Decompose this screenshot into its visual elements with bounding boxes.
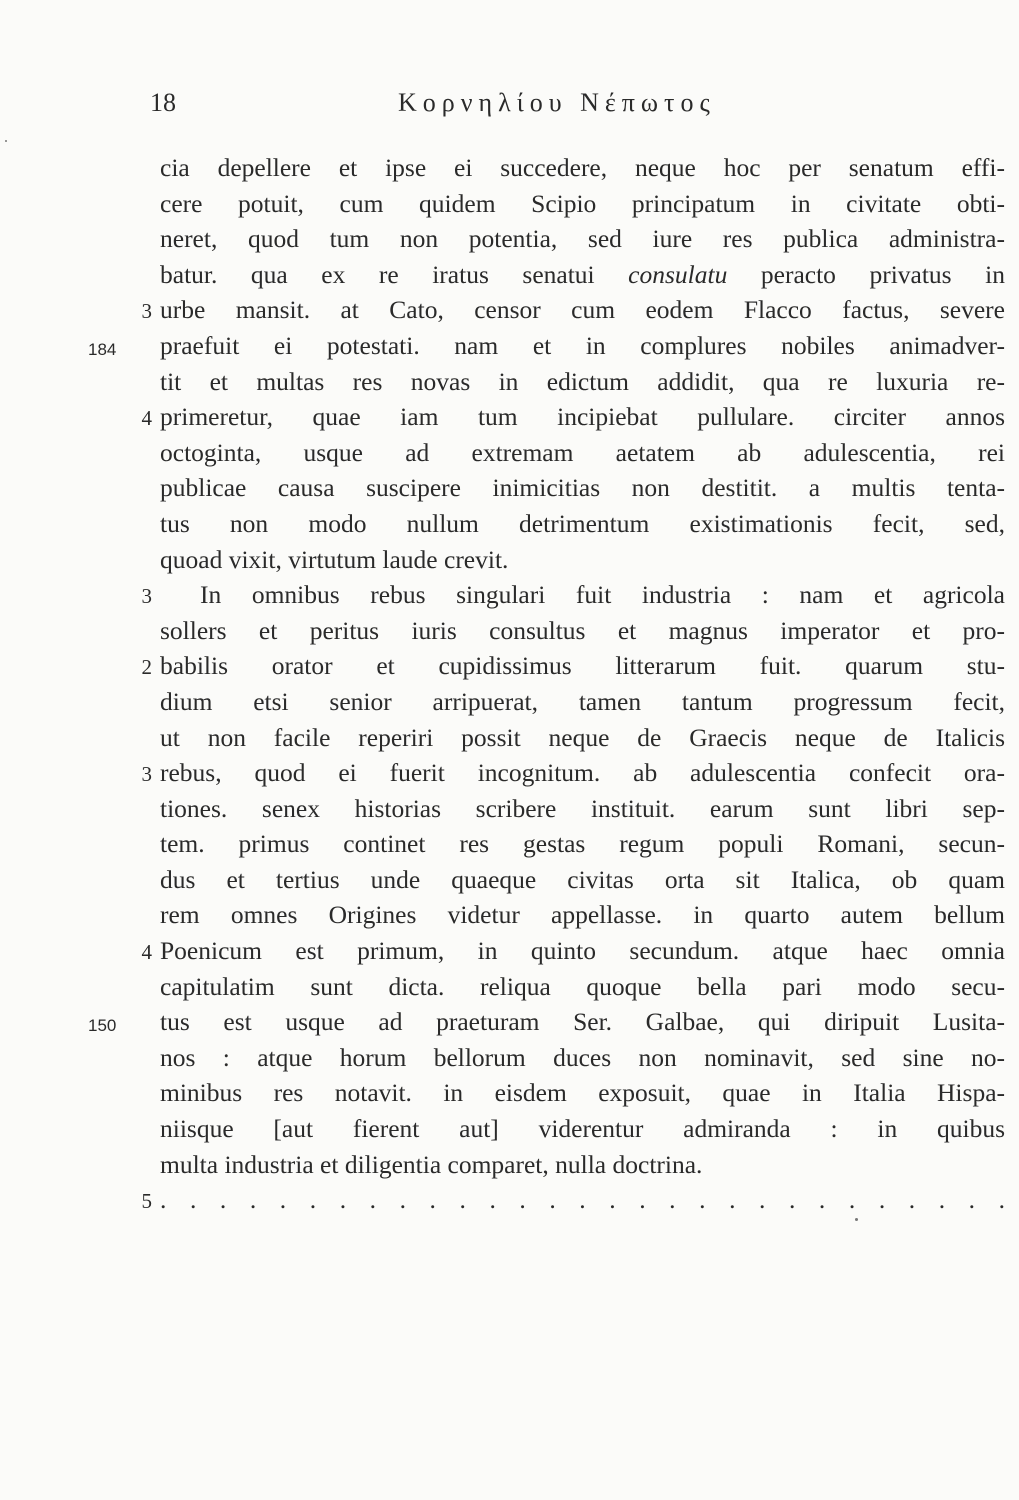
line-text: minibus res notavit. in eisdem exposuit, quae in Italia Hispa-: [160, 1078, 1005, 1108]
line-text: tem. primus continet res gestas regum populi Romani, secun-: [160, 829, 1005, 859]
text-line: [0, 969, 1019, 1005]
line-text: multa industria et diligentia comparet, nulla doctrina.: [160, 1149, 703, 1179]
line-text: dus et tertius unde quaeque civitas orta sit Italica, ob quam: [160, 864, 1005, 894]
line-text: tiones. senex historias scribere instituit. earum sunt libri sep-: [160, 793, 1005, 823]
text-line: [0, 435, 1019, 471]
text-line: [0, 506, 1019, 542]
text-line: [0, 862, 1019, 898]
section-marker: 5: [141, 1189, 152, 1214]
line-text: rem omnes Origines videtur appellasse. in quarto autem bellum: [160, 900, 1005, 930]
text-line: [0, 1004, 1019, 1040]
text-line: [0, 826, 1019, 862]
section-marker: 3: [141, 762, 152, 787]
line-text: quoad vixit, virtutum laude crevit.: [160, 544, 509, 574]
edition-page-marker: 184: [88, 339, 117, 359]
text-line: [0, 150, 1019, 186]
line-text: praefuit ei potestati. nam et in complures nobiles animadver-: [160, 330, 1005, 360]
page-number: 18: [150, 88, 176, 117]
line-text: primeretur, quae iam tum incipiebat pullulare. circiter annos: [160, 402, 1005, 432]
line-text: urbe mansit. at Cato, censor cum eodem Flacco factus, severe: [160, 295, 1005, 325]
text-line: [0, 221, 1019, 257]
section-marker: 4: [141, 940, 152, 965]
text-line: [0, 755, 1019, 791]
running-title: Κορνηλίου Νέπωτος: [398, 88, 716, 117]
line-text: neret, quod tum non potentia, sed iure res publica administra-: [160, 224, 1005, 254]
line-text: ut non facile reperiri possit neque de Graecis neque de Italicis: [160, 722, 1005, 752]
line-text: rebus, quod ei fuerit incognitum. ab adulescentia confecit ora-: [160, 758, 1005, 788]
text-line: [0, 1111, 1019, 1147]
line-text: publicae causa suscipere inimicitias non destitit. a multis tenta-: [160, 473, 1005, 503]
section-marker: 4: [141, 406, 152, 431]
line-text: niisque [aut fierent aut] viderentur admiranda : in quibus: [160, 1114, 1005, 1144]
line-text: capitulatim sunt dicta. reliqua quoque bella pari modo secu-: [160, 971, 1005, 1001]
text-line: [0, 1147, 1019, 1183]
omission-dots: . . . . . . . . . . . . . . . . . . . . . . . . . . . . .: [160, 1185, 1005, 1215]
text-line: [0, 364, 1019, 400]
line-text: cia depellere et ipse ei succedere, neque hoc per senatum effi-: [160, 153, 1005, 182]
line-text: dium etsi senior arripuerat, tamen tantum progressum fecit,: [160, 686, 1005, 716]
line-text: Poenicum est primum, in quinto secundum. atque haec omnia: [160, 936, 1005, 966]
line-text: batur. qua ex re iratus senatui consulatu peracto privatus in: [160, 259, 1005, 289]
text-line: [0, 648, 1019, 684]
text-line: [0, 791, 1019, 827]
text-line: [0, 328, 1019, 364]
text-body: [0, 150, 1019, 1218]
line-text: cere potuit, cum quidem Scipio principatum in civitate obti-: [160, 188, 1005, 218]
text-line: [0, 1075, 1019, 1111]
line-text: babilis orator et cupidissimus litterarum fuit. quarum stu-: [160, 651, 1005, 681]
print-speck: [855, 1218, 858, 1221]
text-line: [0, 933, 1019, 969]
line-text: tus non modo nullum detrimentum existimationis fecit, sed,: [160, 508, 1005, 538]
italic-word: consulatu: [628, 259, 728, 289]
text-line: [0, 186, 1019, 222]
line-text: In omnibus rebus singulari fuit industria : nam et agricola: [200, 580, 1005, 610]
text-line: [0, 720, 1019, 756]
text-line: [0, 257, 1019, 293]
text-line: [0, 577, 1019, 613]
text-line: [0, 470, 1019, 506]
text-line: [0, 542, 1019, 578]
line-text: tit et multas res novas in edictum addidit, qua re luxuria re-: [160, 366, 1005, 396]
section-marker: 3: [141, 584, 152, 609]
text-line: [0, 1040, 1019, 1076]
text-line: [0, 897, 1019, 933]
line-text: tus est usque ad praeturam Ser. Galbae, qui diripuit Lusita-: [160, 1007, 1005, 1037]
line-text: nos : atque horum bellorum duces non nominavit, sed sine no-: [160, 1042, 1005, 1072]
text-line: [0, 684, 1019, 720]
text-line: [0, 613, 1019, 649]
print-speck: [5, 140, 7, 142]
edition-page-marker: 150: [88, 1016, 117, 1036]
text-line: [0, 399, 1019, 435]
section-marker: 3: [141, 299, 152, 324]
text-line: [0, 292, 1019, 328]
page-header: [0, 88, 1019, 128]
text-line: [0, 1182, 1019, 1218]
section-marker: 2: [141, 655, 152, 680]
line-text: sollers et peritus iuris consultus et magnus imperator et pro-: [160, 615, 1005, 645]
line-text: octoginta, usque ad extremam aetatem ab adulescentia, rei: [160, 437, 1005, 467]
